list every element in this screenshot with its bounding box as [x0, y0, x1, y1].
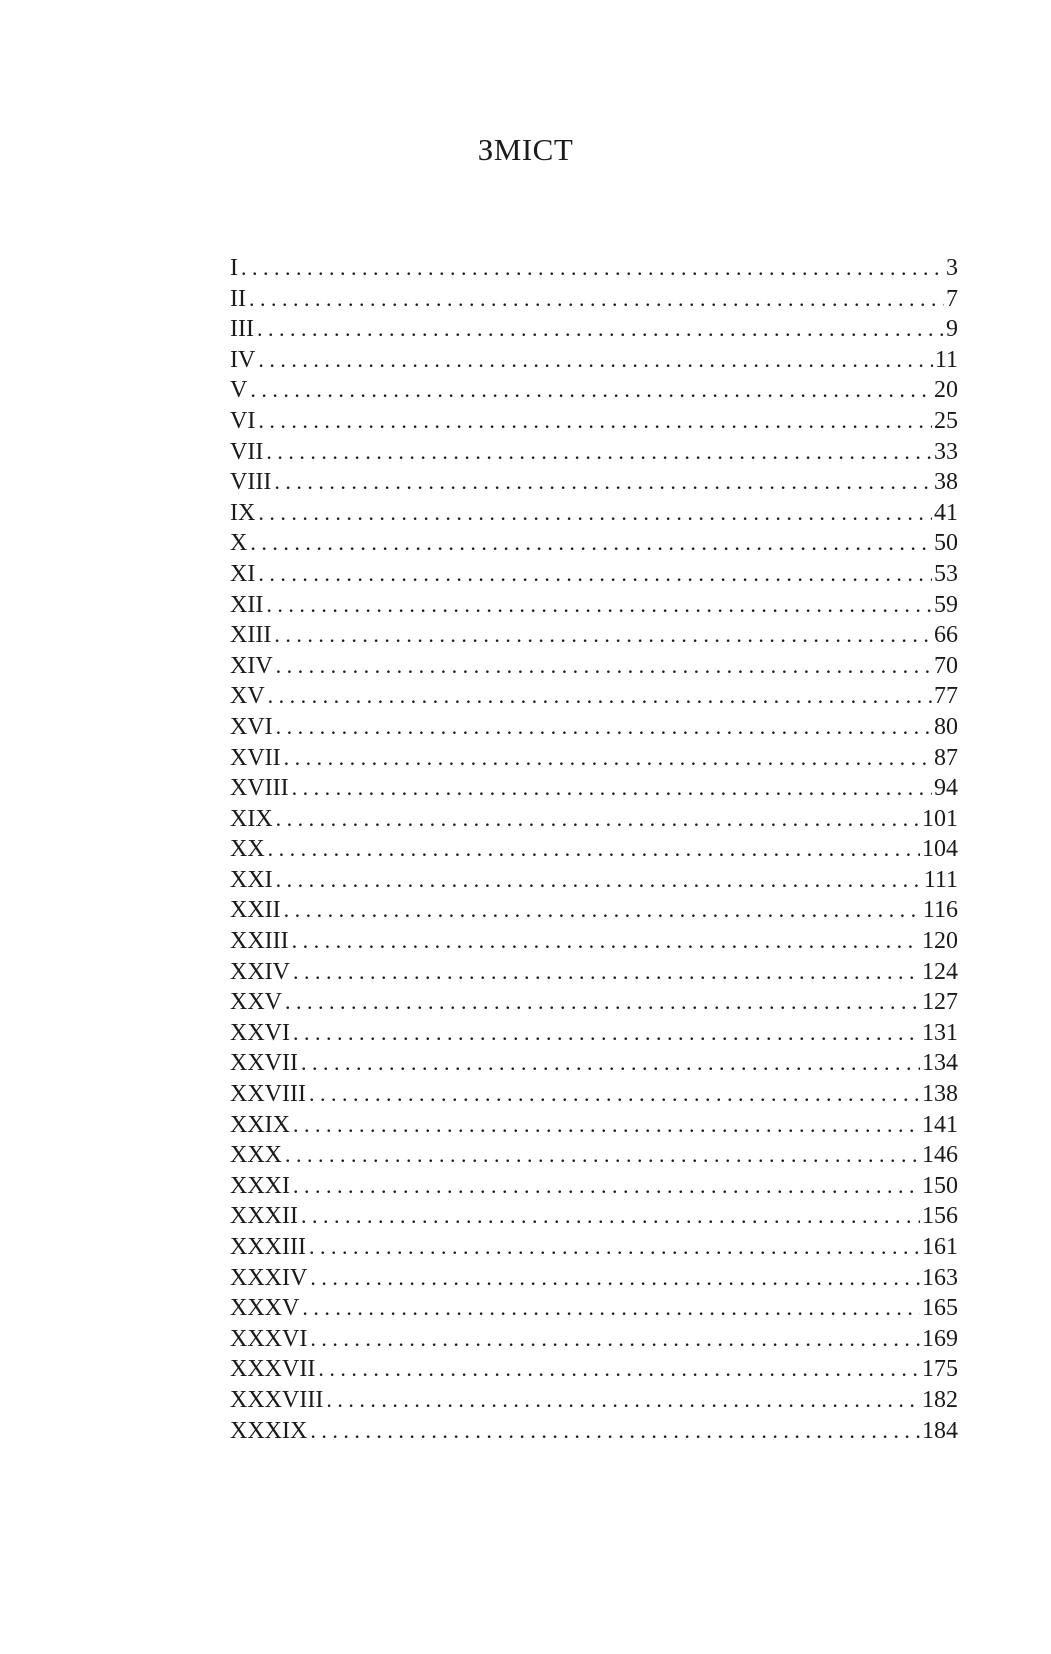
toc-dot-leader [285, 987, 920, 1018]
toc-entry-6[interactable] [230, 406, 958, 437]
toc-dot-leader [276, 865, 922, 896]
toc-chapter-number: XI [230, 560, 256, 587]
toc-chapter-number: XXXI [230, 1172, 290, 1199]
toc-chapter-number: XXIX [230, 1111, 290, 1138]
toc-dot-leader [276, 804, 920, 835]
toc-entry-1[interactable] [230, 253, 958, 284]
toc-dot-leader [293, 1171, 920, 1202]
toc-entry-35[interactable] [230, 1293, 958, 1324]
toc-dot-leader [241, 253, 944, 284]
toc-entry-33[interactable] [230, 1232, 958, 1263]
toc-page-number: 3 [946, 255, 958, 281]
toc-page-number: 127 [922, 989, 958, 1016]
toc-entry-8[interactable] [230, 467, 958, 498]
toc-chapter-number: XX [230, 836, 265, 863]
toc-chapter-number: XII [230, 591, 264, 618]
toc-page-number: 182 [922, 1386, 958, 1413]
toc-dot-leader [318, 1354, 920, 1385]
toc-entry-13[interactable] [230, 620, 958, 651]
toc-page-number: 169 [922, 1325, 958, 1352]
toc-entry-34[interactable] [230, 1263, 958, 1294]
toc-page-number: 9 [946, 316, 958, 343]
toc-entry-14[interactable] [230, 651, 958, 682]
toc-page-number: 138 [922, 1081, 958, 1108]
toc-dot-leader [326, 1385, 920, 1416]
toc-entry-20[interactable] [230, 834, 958, 865]
toc-dot-leader [249, 284, 944, 315]
toc-entry-38[interactable] [230, 1385, 958, 1416]
toc-page-number: 66 [934, 622, 958, 649]
toc-chapter-number: VII [230, 438, 264, 465]
toc-dot-leader [258, 406, 932, 437]
toc-page-number: 33 [934, 438, 958, 465]
toc-page-number: 77 [934, 683, 958, 710]
toc-page-number: 161 [922, 1234, 958, 1260]
toc-chapter-number: X [230, 530, 248, 557]
toc-entry-22[interactable] [230, 895, 958, 926]
toc-page-number: 150 [922, 1172, 958, 1199]
toc-entry-24[interactable] [230, 957, 958, 988]
toc-chapter-number: XXXIX [230, 1417, 308, 1444]
toc-entry-9[interactable] [230, 498, 958, 529]
toc-page-number: 131 [922, 1019, 958, 1046]
toc-chapter-number: XIII [230, 622, 272, 649]
toc-dot-leader [257, 314, 944, 345]
toc-entry-29[interactable] [230, 1110, 958, 1141]
toc-chapter-number: IV [230, 346, 256, 373]
toc-page-number: 25 [934, 407, 958, 434]
toc-chapter-number: XXII [230, 897, 281, 924]
toc-dot-leader [293, 957, 920, 988]
toc-chapter-number: XXVIII [230, 1081, 306, 1108]
toc-entry-21[interactable] [230, 865, 958, 896]
toc-page-number: 59 [934, 591, 958, 618]
toc-dot-leader [293, 1018, 920, 1049]
toc-entry-5[interactable] [230, 375, 958, 406]
toc-dot-leader [268, 834, 920, 865]
toc-dot-leader [310, 1263, 920, 1294]
toc-dot-leader [258, 498, 932, 529]
toc-page-number: 101 [922, 805, 958, 832]
toc-page-number: 184 [922, 1417, 958, 1444]
toc-dot-leader [276, 712, 932, 743]
toc-entry-10[interactable] [230, 528, 958, 559]
toc-chapter-number: XXIII [230, 928, 289, 955]
toc-chapter-number: VI [230, 407, 256, 434]
toc-entry-37[interactable] [230, 1354, 958, 1385]
toc-dot-leader [310, 1416, 920, 1447]
toc-chapter-number: XXXIV [230, 1264, 308, 1291]
toc-page-number: 116 [922, 897, 958, 924]
toc-dot-leader [301, 1048, 920, 1079]
toc-page-number: 20 [934, 377, 958, 404]
toc-dot-leader [302, 1293, 920, 1324]
toc-page-number: 146 [922, 1142, 958, 1169]
toc-entry-16[interactable] [230, 712, 958, 743]
toc-chapter-number: XVI [230, 713, 273, 740]
toc-chapter-number: XXVII [230, 1050, 298, 1077]
toc-chapter-number: III [230, 316, 254, 343]
toc-page-number: 38 [934, 469, 958, 496]
toc-chapter-number: XXX [230, 1142, 282, 1169]
toc-chapter-number: XXI [230, 866, 273, 893]
toc-chapter-number: IX [230, 499, 256, 526]
toc-chapter-number: XIV [230, 652, 273, 679]
toc-page-number: 7 [946, 285, 958, 312]
toc-page-number: 80 [934, 713, 958, 740]
toc-dot-leader [274, 467, 932, 498]
toc-dot-leader [301, 1201, 920, 1232]
toc-page-number: 41 [934, 499, 958, 526]
toc-dot-leader [268, 681, 932, 712]
toc-dot-leader [258, 559, 932, 590]
toc-chapter-number: I [230, 255, 238, 281]
toc-dot-leader [293, 1110, 920, 1141]
toc-chapter-number: II [230, 285, 246, 312]
toc-entry-30[interactable] [230, 1140, 958, 1171]
toc-chapter-number: VIII [230, 469, 272, 496]
toc-dot-leader [250, 528, 932, 559]
toc-entry-3[interactable] [230, 314, 958, 345]
toc-dot-leader [284, 743, 932, 774]
toc-page-number: 165 [922, 1295, 958, 1322]
toc-dot-leader [310, 1324, 920, 1355]
toc-entry-11[interactable] [230, 559, 958, 590]
toc-entry-4[interactable] [230, 345, 958, 376]
toc-page-number: 163 [922, 1264, 958, 1291]
toc-dot-leader [292, 926, 920, 957]
toc-dot-leader [285, 1140, 920, 1171]
toc-page-number: 70 [934, 652, 958, 679]
toc-page-number: 87 [934, 744, 958, 771]
toc-chapter-number: XXVI [230, 1019, 290, 1046]
toc-chapter-number: XIX [230, 805, 273, 832]
page-title: ЗМІСТ [477, 132, 574, 167]
toc-entry-31[interactable] [230, 1171, 958, 1202]
toc-chapter-number: XXXII [230, 1203, 298, 1230]
toc-entry-25[interactable] [230, 987, 958, 1018]
toc-page-number: 53 [934, 560, 958, 587]
toc-page-number: 134 [922, 1050, 958, 1077]
toc-chapter-number: XVII [230, 744, 281, 771]
toc-chapter-number: XXXV [230, 1295, 300, 1322]
toc-page-number: 156 [922, 1203, 958, 1230]
toc-dot-leader [250, 375, 932, 406]
toc-dot-leader [309, 1079, 920, 1110]
toc-dot-leader [274, 620, 932, 651]
toc-chapter-number: XXXVI [230, 1325, 308, 1352]
toc-chapter-number: XVIII [230, 775, 289, 802]
toc-page-number: 11 [934, 346, 958, 373]
toc-page-number: 141 [922, 1111, 958, 1138]
toc-entry-19[interactable] [230, 804, 958, 835]
toc-entry-18[interactable] [230, 773, 958, 804]
toc-entry-2[interactable] [230, 284, 958, 315]
toc-entry-7[interactable] [230, 437, 958, 468]
toc-dot-leader [266, 590, 932, 621]
toc-page-number: 175 [922, 1356, 958, 1383]
toc-dot-leader [258, 345, 933, 376]
toc-page-number: 50 [934, 530, 958, 557]
toc-entry-26[interactable] [230, 1018, 958, 1049]
toc-page-number: 94 [934, 775, 958, 802]
toc-entry-17[interactable] [230, 743, 958, 774]
toc-page-number: 111 [923, 866, 958, 893]
toc-entry-12[interactable] [230, 590, 958, 621]
toc-dot-leader [266, 437, 932, 468]
toc-dot-leader [309, 1232, 920, 1263]
toc-chapter-number: XV [230, 683, 265, 710]
toc-page-number: 104 [922, 836, 958, 863]
toc-entry-39[interactable] [230, 1416, 958, 1447]
toc-entry-36[interactable] [230, 1324, 958, 1355]
toc-dot-leader [284, 895, 921, 926]
toc-chapter-number: V [230, 377, 248, 404]
toc-page-number: 120 [922, 928, 958, 955]
toc-dot-leader [292, 773, 932, 804]
toc-chapter-number: XXXVII [230, 1356, 316, 1383]
toc-dot-leader [276, 651, 932, 682]
toc-chapter-number: XXXVIII [230, 1386, 324, 1413]
toc-chapter-number: XXV [230, 989, 282, 1016]
table-of-contents [230, 253, 958, 1446]
toc-page-number: 124 [922, 958, 958, 985]
toc-chapter-number: XXIV [230, 958, 290, 985]
toc-entry-15[interactable] [230, 681, 958, 712]
toc-entry-23[interactable] [230, 926, 958, 957]
toc-chapter-number: XXXIII [230, 1234, 306, 1260]
toc-entry-28[interactable] [230, 1079, 958, 1110]
toc-entry-27[interactable] [230, 1048, 958, 1079]
toc-entry-32[interactable] [230, 1201, 958, 1232]
